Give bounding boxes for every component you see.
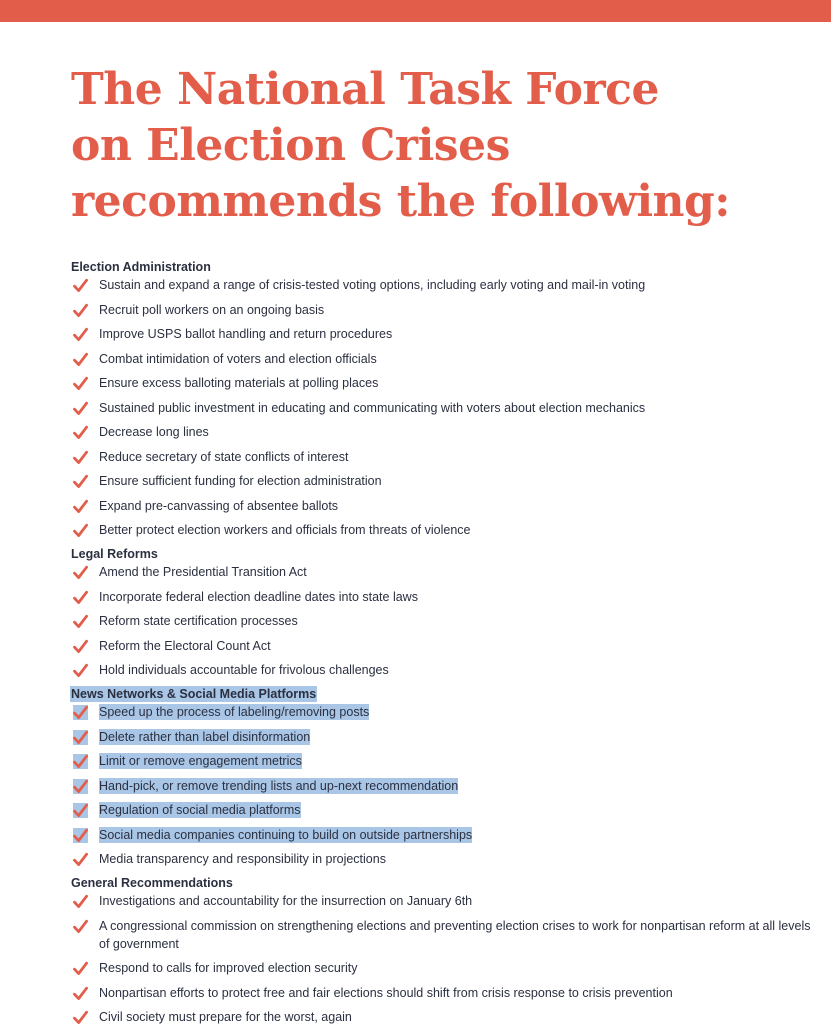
checklist [71,703,811,868]
list-item [71,1008,811,1026]
list-item-text: Hold individuals accountable for frivolous challenges [99,663,389,677]
list-item-text: Amend the Presidential Transition Act [99,565,307,579]
list-item-text: Reform state certification processes [99,614,298,628]
section-heading: Legal Reforms [71,547,158,561]
checkmark-icon [73,327,88,342]
checkmark-icon [73,523,88,538]
list-item [71,448,811,466]
list-item [71,959,811,977]
list-item-text: Sustain and expand a range of crisis-tested voting options, including early voting and mail-in voting [99,278,646,292]
checkmark-icon [73,639,88,654]
list-item [71,350,811,368]
list-item-text: Hand-pick, or remove trending lists and up-next recommendation [99,778,459,793]
checkmark-icon [73,401,88,416]
list-item-text: Respond to calls for improved election security [99,961,358,975]
section-heading: Election Administration [71,260,211,274]
list-item-text: Incorporate federal election deadline dates into state laws [99,589,418,604]
list-item-text: Reduce secretary of state conflicts of interest [99,449,349,464]
title-line-3: recommends the following: [71,176,731,227]
list-item [71,472,811,490]
checkmark-icon [73,303,88,318]
section-1 [71,545,811,679]
list-item [71,777,811,795]
section-0 [71,258,811,539]
list-item-text: Ensure excess balloting materials at polling places [99,376,379,390]
list-item [71,984,811,1002]
list-item [71,588,811,606]
list-item-text: Reform the Electoral Count Act [99,638,271,653]
list-item [71,917,811,953]
checkmark-icon [73,376,88,391]
list-item-text: Recruit poll workers on an ongoing basis [99,302,325,317]
checkmark-icon [73,450,88,465]
list-item [71,325,811,343]
checkmark-icon [73,828,88,843]
list-item-text: Media transparency and responsibility in projections [99,852,386,866]
list-item-text: Improve USPS ballot handling and return procedures [99,327,393,341]
checkmark-icon [73,425,88,440]
list-item-text: Social media companies continuing to build on outside partnerships [99,827,473,842]
checkmark-icon [73,852,88,867]
section-2 [71,685,811,868]
list-item-text: Better protect election workers and officials from threats of violence [99,523,471,537]
checkmark-icon [73,894,88,909]
checkmark-icon [73,919,88,934]
checkmark-icon [73,705,88,720]
list-item [71,661,811,679]
section-heading: General Recommendations [71,876,233,890]
checkmark-icon [73,614,88,629]
checkmark-icon [73,565,88,580]
list-item-text: Regulation of social media platforms [99,803,301,817]
list-item [71,826,811,844]
list-item [71,521,811,539]
list-item-text: A congressional commission on strengthening elections and preventing election crises to work for nonpartisan reform at all levels of government [99,918,811,951]
checkmark-icon [73,803,88,818]
checkmark-icon [73,352,88,367]
checklist [71,563,811,679]
section-heading: News Networks & Social Media Platforms [71,687,317,701]
checkmark-icon [73,961,88,976]
list-item-text: Limit or remove engagement metrics [99,754,302,768]
list-item-text: Combat intimidation of voters and election officials [99,351,377,366]
list-item [71,752,811,770]
checklist [71,276,811,539]
section-3 [71,874,811,1026]
checkmark-icon [73,278,88,293]
title-line-1: The National Task Force [71,64,659,115]
checkmark-icon [73,754,88,769]
checkmark-icon [73,590,88,605]
checkmark-icon [73,663,88,678]
page-title [71,62,811,230]
list-item [71,374,811,392]
list-item [71,276,811,294]
list-item-text: Speed up the process of labeling/removing posts [99,705,370,719]
list-item [71,728,811,746]
top-accent-bar [0,0,831,22]
list-item [71,612,811,630]
list-item [71,703,811,721]
checkmark-icon [73,779,88,794]
list-item [71,497,811,515]
checklist [71,892,811,1026]
list-item [71,850,811,868]
list-item-text: Decrease long lines [99,425,209,439]
list-item [71,399,811,417]
list-item-text: Expand pre-canvassing of absentee ballots [99,498,339,513]
list-item [71,423,811,441]
list-item-text: Sustained public investment in educating and communicating with voters about election mechanics [99,400,646,415]
list-item-text: Delete rather than label disinformation [99,729,311,744]
list-item-text: Civil society must prepare for the worst, again [99,1010,352,1024]
list-item-text: Ensure sufficient funding for election administration [99,474,382,488]
checkmark-icon [73,986,88,1001]
list-item [71,563,811,581]
list-item [71,801,811,819]
list-item [71,892,811,910]
list-item [71,637,811,655]
checkmark-icon [73,499,88,514]
checkmark-icon [73,474,88,489]
checkmark-icon [73,1010,88,1025]
list-item-text: Investigations and accountability for the insurrection on January 6th [99,894,473,908]
recommendations-list [71,258,811,1032]
list-item-text: Nonpartisan efforts to protect free and fair elections should shift from crisis response to crisis prevention [99,985,673,1000]
list-item [71,301,811,319]
checkmark-icon [73,730,88,745]
title-line-2: on Election Crises [71,120,510,171]
